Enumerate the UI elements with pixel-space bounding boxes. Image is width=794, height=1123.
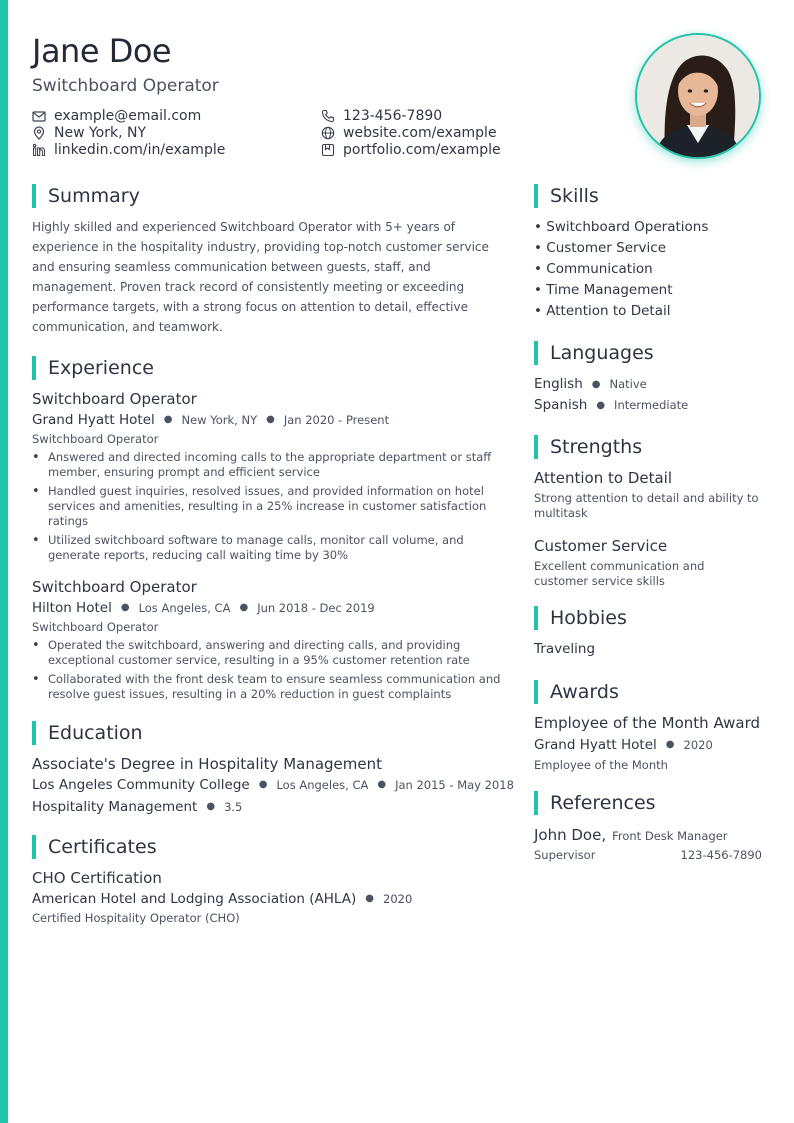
side-column: [534, 183, 762, 864]
profile-photo: [635, 33, 761, 159]
language-level: Intermediate: [614, 398, 689, 412]
skill-item: • Switchboard Operations: [534, 219, 709, 235]
candidate-name: Jane Doe: [32, 32, 172, 70]
hobbies-heading: Hobbies: [534, 605, 762, 631]
skill-item: • Time Management: [534, 282, 673, 298]
contact-linkedin-text: linkedin.com/in/example: [54, 142, 226, 158]
email-icon: [32, 109, 46, 123]
reference-name-row: [534, 824, 762, 847]
skills-heading: Skills: [534, 183, 762, 209]
separator-dot: ●: [596, 400, 606, 411]
job-meta: [32, 409, 512, 431]
certificate-meta: [32, 888, 512, 910]
skill-item: • Communication: [534, 261, 653, 277]
job-bullet: • Operated the switchboard, answering and directing calls, and providing exceptional customer service, resulting in a 95% customer retention rate: [32, 638, 512, 668]
contact-location-text: New York, NY: [54, 125, 147, 141]
reference-entry: [534, 824, 762, 864]
separator-dot: ●: [665, 739, 675, 750]
job-meta: [32, 597, 512, 619]
strength-description: Excellent communication and customer service skills: [534, 559, 705, 588]
certificate-issuer: American Hotel and Lodging Association (AHLA): [32, 891, 357, 907]
job-dates: Jan 2020 - Present: [283, 413, 390, 427]
contact-website-text: website.com/example: [343, 125, 497, 141]
education-entry: [32, 754, 512, 818]
certificate-name: CHO Certification: [32, 869, 162, 887]
reference-phone: 123-456-7890: [680, 848, 762, 862]
languages-heading: Languages: [534, 340, 762, 366]
award-entry: [534, 713, 762, 774]
reference-name: John Doe,: [534, 826, 607, 844]
separator-dot: ●: [239, 602, 249, 613]
education-field-row: [32, 796, 512, 818]
separator-dot: ●: [206, 801, 216, 812]
job-bullet: • Collaborated with the front desk team to ensure seamless communication and resolve guest issues, resulting in a 20% reduction in guest complaints: [32, 672, 512, 702]
award-meta: [534, 733, 762, 757]
experience-entry: [32, 577, 512, 702]
certificates-heading: Certificates: [32, 834, 512, 860]
skill-label: Customer Service: [546, 240, 667, 256]
separator-dot: ●: [120, 602, 130, 613]
accent-bar: [0, 0, 8, 1123]
globe-icon: [321, 126, 335, 140]
certificate-description: Certified Hospitality Operator (CHO): [32, 911, 240, 925]
reference-role: Front Desk Manager: [612, 829, 728, 843]
award-org: Grand Hyatt Hotel: [534, 737, 657, 753]
strength-title: Customer Service: [534, 537, 668, 555]
resume-page: [32, 0, 762, 1123]
education-dates: Jan 2015 - May 2018: [395, 778, 514, 792]
award-year: 2020: [683, 738, 713, 752]
contact-portfolio[interactable]: [321, 142, 552, 158]
job-bullet: • Handled guest inquiries, resolved issues, and provided information on hotel services and amenities, resulting in a 25% increase in customer satisfaction ratings: [32, 484, 512, 529]
location-icon: [32, 126, 46, 140]
separator-dot: ●: [591, 379, 601, 390]
separator-dot: ●: [258, 779, 268, 790]
job-location: Los Angeles, CA: [138, 601, 231, 615]
portfolio-icon: [321, 143, 335, 157]
contact-portfolio-text: portfolio.com/example: [343, 142, 501, 158]
reference-details: [534, 847, 762, 864]
award-description: Employee of the Month: [534, 758, 668, 772]
contact-phone-text: 123-456-7890: [343, 108, 443, 124]
job-title: Switchboard Operator: [32, 578, 197, 596]
phone-icon: [321, 109, 335, 123]
contact-email-text: example@email.com: [54, 108, 202, 124]
contact-location: [32, 125, 321, 141]
skill-item: • Attention to Detail: [534, 303, 671, 319]
education-gpa: 3.5: [224, 800, 243, 814]
reference-relation: Supervisor: [534, 848, 596, 862]
strength-description: Strong attention to detail and ability to multitask: [534, 491, 759, 520]
language-item: [534, 374, 762, 395]
linkedin-icon: [32, 143, 46, 157]
job-bullets: [32, 638, 512, 702]
awards-heading: Awards: [534, 679, 762, 705]
strength-item: [534, 468, 762, 521]
language-name: English: [534, 376, 583, 392]
certificate-entry: [32, 868, 512, 927]
skill-label: Time Management: [546, 282, 673, 298]
job-bullet: • Utilized switchboard software to manage calls, monitor call volume, and generate reports, reducing call waiting time by 30%: [32, 533, 512, 563]
contact-linkedin[interactable]: [32, 142, 321, 158]
skills-list: [534, 217, 762, 322]
summary-heading: Summary: [32, 183, 512, 209]
skill-label: Switchboard Operations: [546, 219, 709, 235]
main-column: [32, 183, 512, 941]
job-dates: Jun 2018 - Dec 2019: [257, 601, 375, 615]
contact-website[interactable]: [321, 125, 552, 141]
school-name: Los Angeles Community College: [32, 777, 250, 793]
job-subtitle: Switchboard Operator: [32, 620, 159, 634]
skill-label: Attention to Detail: [546, 303, 671, 319]
experience-entry: [32, 389, 512, 563]
education-field: Hospitality Management: [32, 799, 198, 815]
profile-photo-illustration: [637, 35, 759, 157]
education-heading: Education: [32, 720, 512, 746]
job-subtitle: Switchboard Operator: [32, 432, 159, 446]
references-heading: References: [534, 790, 762, 816]
award-name: Employee of the Month Award: [534, 714, 760, 732]
certificate-year: 2020: [383, 892, 413, 906]
separator-dot: ●: [163, 414, 173, 425]
language-item: [534, 395, 762, 416]
summary-text: Highly skilled and experienced Switchboard Operator with 5+ years of experience in the hospitality industry, providing top-notch customer service and ensuring seamless communication between guests, staff, and management. Proven track record of consistently meeting or exceeding performance targets, with a strong focus on attention to detail, effective communication, and teamwork.: [32, 220, 489, 334]
job-company: Hilton Hotel: [32, 600, 112, 616]
strengths-heading: Strengths: [534, 434, 762, 460]
languages-list: [534, 374, 762, 416]
separator-dot: ●: [377, 779, 387, 790]
skill-item: • Customer Service: [534, 240, 667, 256]
job-bullet: • Answered and directed incoming calls to the appropriate department or staff member, ensuring prompt and efficient service: [32, 450, 512, 480]
skill-label: Communication: [546, 261, 653, 277]
job-bullets: [32, 450, 512, 563]
contact-phone[interactable]: [321, 108, 552, 124]
contact-list: [32, 108, 552, 158]
strength-item: [534, 536, 762, 589]
job-company: Grand Hyatt Hotel: [32, 412, 155, 428]
job-location: New York, NY: [181, 413, 258, 427]
language-name: Spanish: [534, 397, 588, 413]
education-meta: [32, 774, 512, 796]
candidate-title: Switchboard Operator: [32, 76, 219, 96]
hobby-item: Traveling: [534, 641, 596, 657]
school-location: Los Angeles, CA: [276, 778, 369, 792]
experience-heading: Experience: [32, 355, 512, 381]
separator-dot: ●: [266, 414, 275, 425]
language-level: Native: [609, 377, 647, 391]
degree-title: Associate's Degree in Hospitality Management: [32, 755, 383, 773]
strength-title: Attention to Detail: [534, 469, 673, 487]
job-title: Switchboard Operator: [32, 390, 197, 408]
contact-email[interactable]: [32, 108, 321, 124]
separator-dot: ●: [365, 893, 375, 904]
